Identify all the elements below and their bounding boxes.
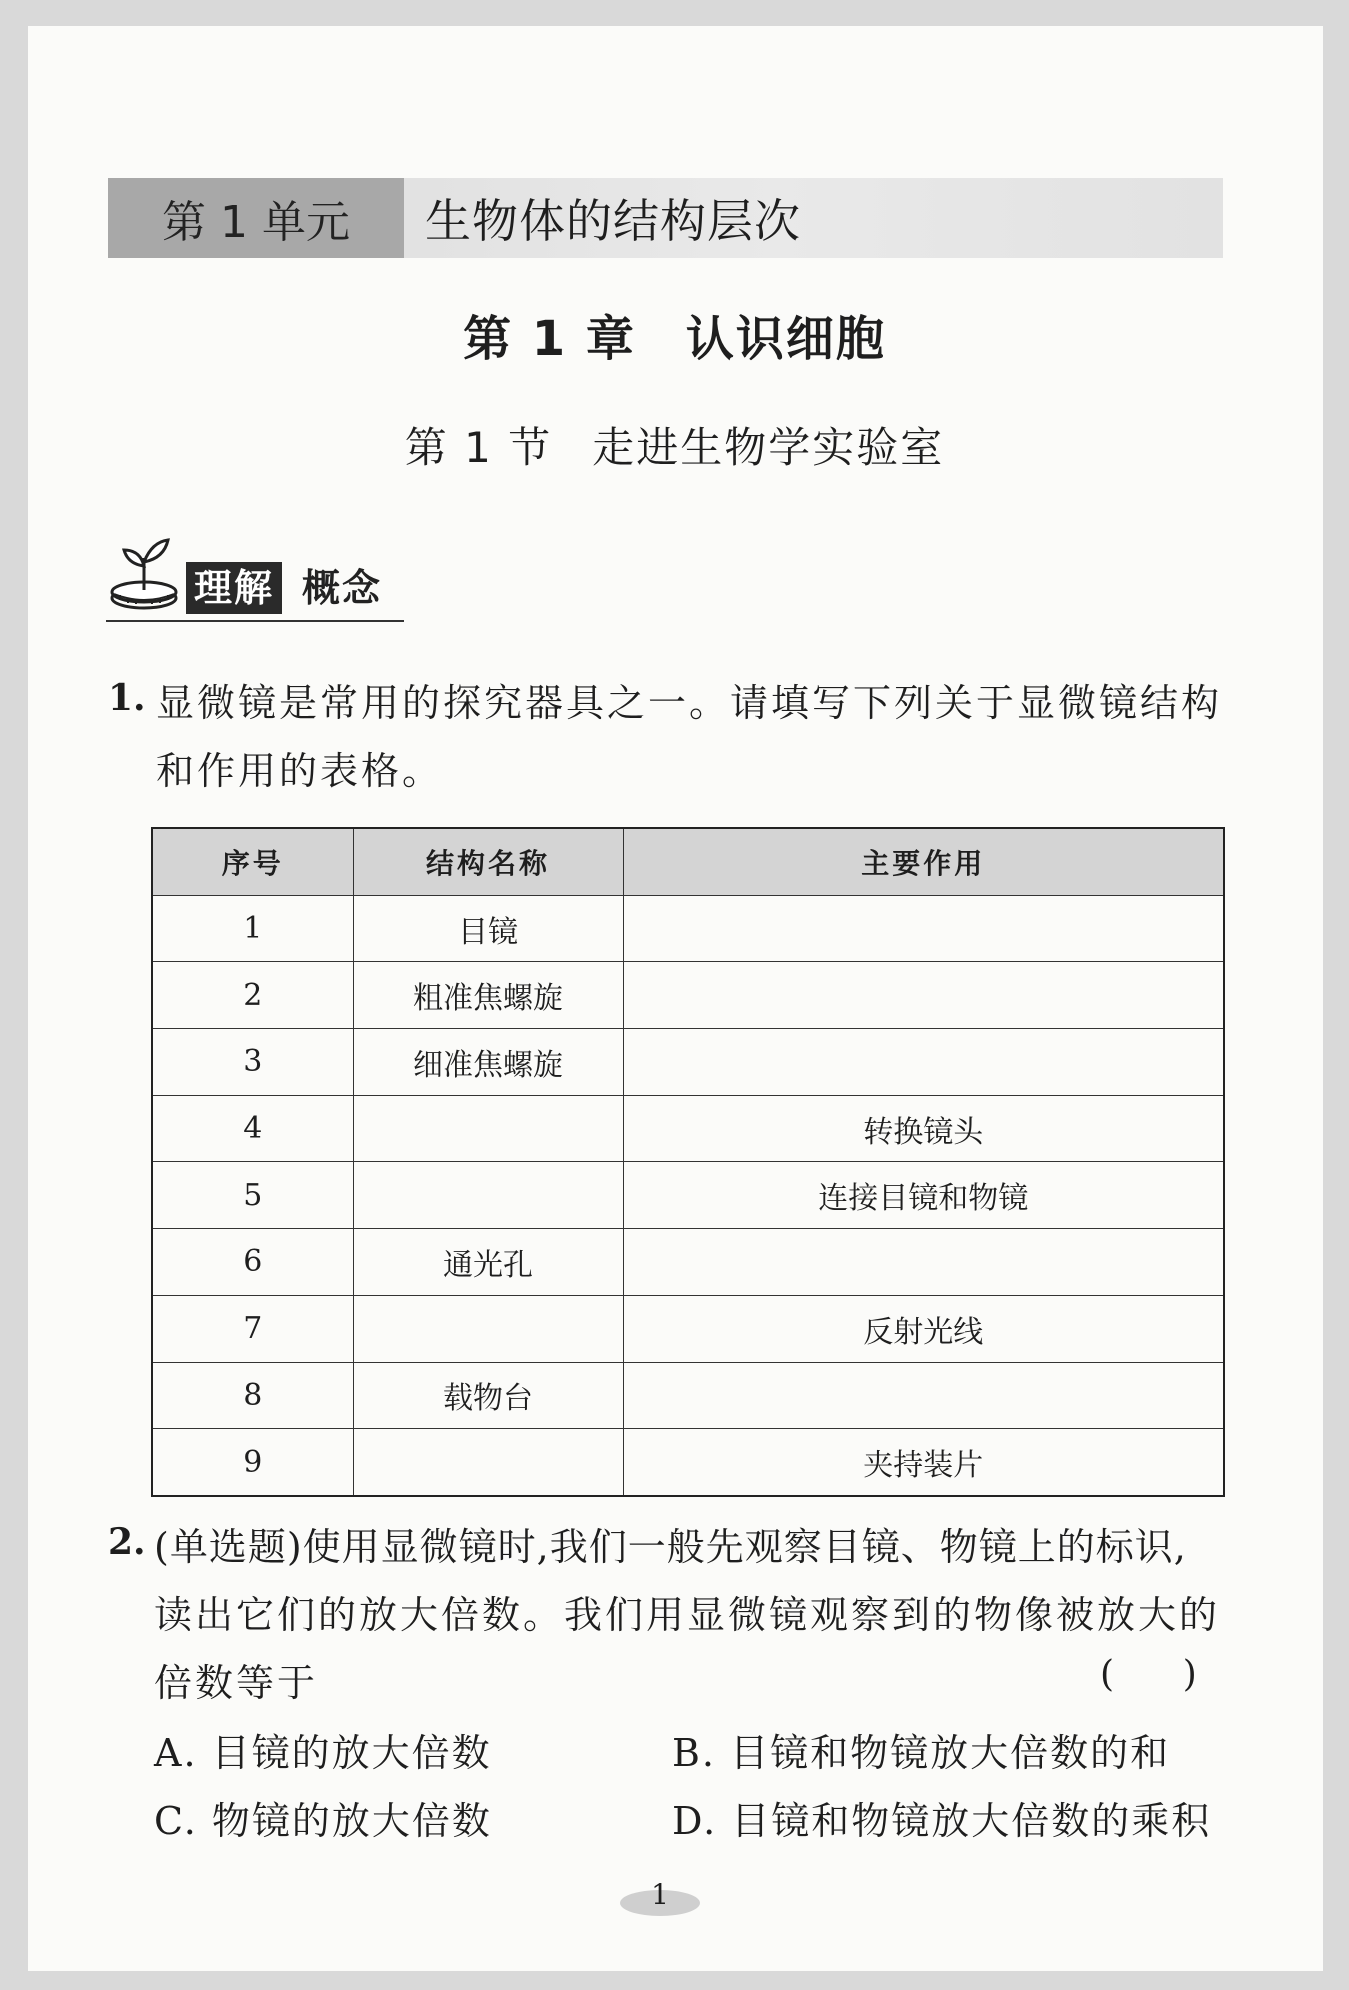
function-cell: 连接目镜和物镜 xyxy=(623,1162,1224,1229)
structure-cell: 载物台 xyxy=(353,1362,623,1429)
function-cell: 转换镜头 xyxy=(623,1095,1224,1162)
table-row xyxy=(152,962,1224,1029)
structure-cell[interactable] xyxy=(353,1162,623,1229)
table-row xyxy=(152,1095,1224,1162)
function-cell: 夹持装片 xyxy=(623,1429,1224,1496)
function-cell[interactable] xyxy=(623,895,1224,962)
table-row xyxy=(152,1295,1224,1362)
question-2-line: (单选题)使用显微镜时,我们一般先观察目镜、物镜上的标识, xyxy=(154,1525,1187,1569)
structure-cell: 细准焦螺旋 xyxy=(353,1029,623,1096)
function-cell[interactable] xyxy=(623,962,1224,1029)
petri-dish-sprout-icon xyxy=(106,532,184,618)
index-cell: 6 xyxy=(152,1229,353,1296)
index-cell: 7 xyxy=(152,1295,353,1362)
table-row xyxy=(152,1162,1224,1229)
index-cell: 5 xyxy=(152,1162,353,1229)
question-1-line: 显微镜是常用的探究器具之一。请填写下列关于显微镜结构 xyxy=(156,681,1223,725)
chapter-number: 第 1 章 xyxy=(463,311,636,367)
table-row xyxy=(152,1362,1224,1429)
structure-cell: 目镜 xyxy=(353,895,623,962)
option-b[interactable]: B. 目镜和物镜放大倍数的和 xyxy=(672,1731,1171,1775)
index-cell: 9 xyxy=(152,1429,353,1496)
concept-badge-dark: 理解 xyxy=(186,562,282,614)
table-header-row xyxy=(152,828,1224,895)
chapter-title: 认识细胞 xyxy=(685,311,886,367)
question-2-number: 2. xyxy=(108,1521,146,1563)
structure-cell[interactable] xyxy=(353,1295,623,1362)
table-row xyxy=(152,895,1224,962)
index-cell: 8 xyxy=(152,1362,353,1429)
index-cell: 3 xyxy=(152,1029,353,1096)
option-d[interactable]: D. 目镜和物镜放大倍数的乘积 xyxy=(672,1799,1212,1843)
question-1-line: 和作用的表格。 xyxy=(156,749,444,793)
table-row xyxy=(152,1029,1224,1096)
option-c[interactable]: C. 物镜的放大倍数 xyxy=(154,1799,492,1843)
question-2-line: 读出它们的放大倍数。我们用显微镜观察到的物像被放大的 xyxy=(154,1593,1221,1637)
function-cell[interactable] xyxy=(623,1229,1224,1296)
index-cell: 4 xyxy=(152,1095,353,1162)
answer-blank[interactable]: ( ) xyxy=(1100,1654,1197,1695)
unit-label: 第 1 单元 xyxy=(108,178,404,258)
structure-cell: 粗准焦螺旋 xyxy=(353,962,623,1029)
section-number: 第 1 节 xyxy=(404,423,553,472)
header-index: 序号 xyxy=(152,828,353,895)
table-row xyxy=(152,1229,1224,1296)
section-title: 走进生物学实验室 xyxy=(592,423,945,472)
structure-cell[interactable] xyxy=(353,1429,623,1496)
header-structure-name: 结构名称 xyxy=(353,828,623,895)
page-number: 1 xyxy=(651,1878,669,1911)
section-heading xyxy=(0,415,1349,475)
function-cell: 反射光线 xyxy=(623,1295,1224,1362)
header-main-function: 主要作用 xyxy=(623,828,1224,895)
concept-badge xyxy=(106,532,404,622)
unit-title: 生物体的结构层次 xyxy=(425,194,801,248)
table-row xyxy=(152,1429,1224,1496)
index-cell: 1 xyxy=(152,895,353,962)
microscope-structure-table xyxy=(151,827,1225,1497)
function-cell[interactable] xyxy=(623,1362,1224,1429)
divider xyxy=(106,620,404,622)
function-cell[interactable] xyxy=(623,1029,1224,1096)
chapter-heading xyxy=(0,300,1349,369)
option-a[interactable]: A. 目镜的放大倍数 xyxy=(154,1731,492,1775)
question-1-number: 1. xyxy=(108,677,146,719)
index-cell: 2 xyxy=(152,962,353,1029)
question-2-line: 倍数等于 xyxy=(154,1661,319,1705)
structure-cell[interactable] xyxy=(353,1095,623,1162)
concept-badge-light: 概念 xyxy=(302,566,383,610)
structure-cell: 通光孔 xyxy=(353,1229,623,1296)
